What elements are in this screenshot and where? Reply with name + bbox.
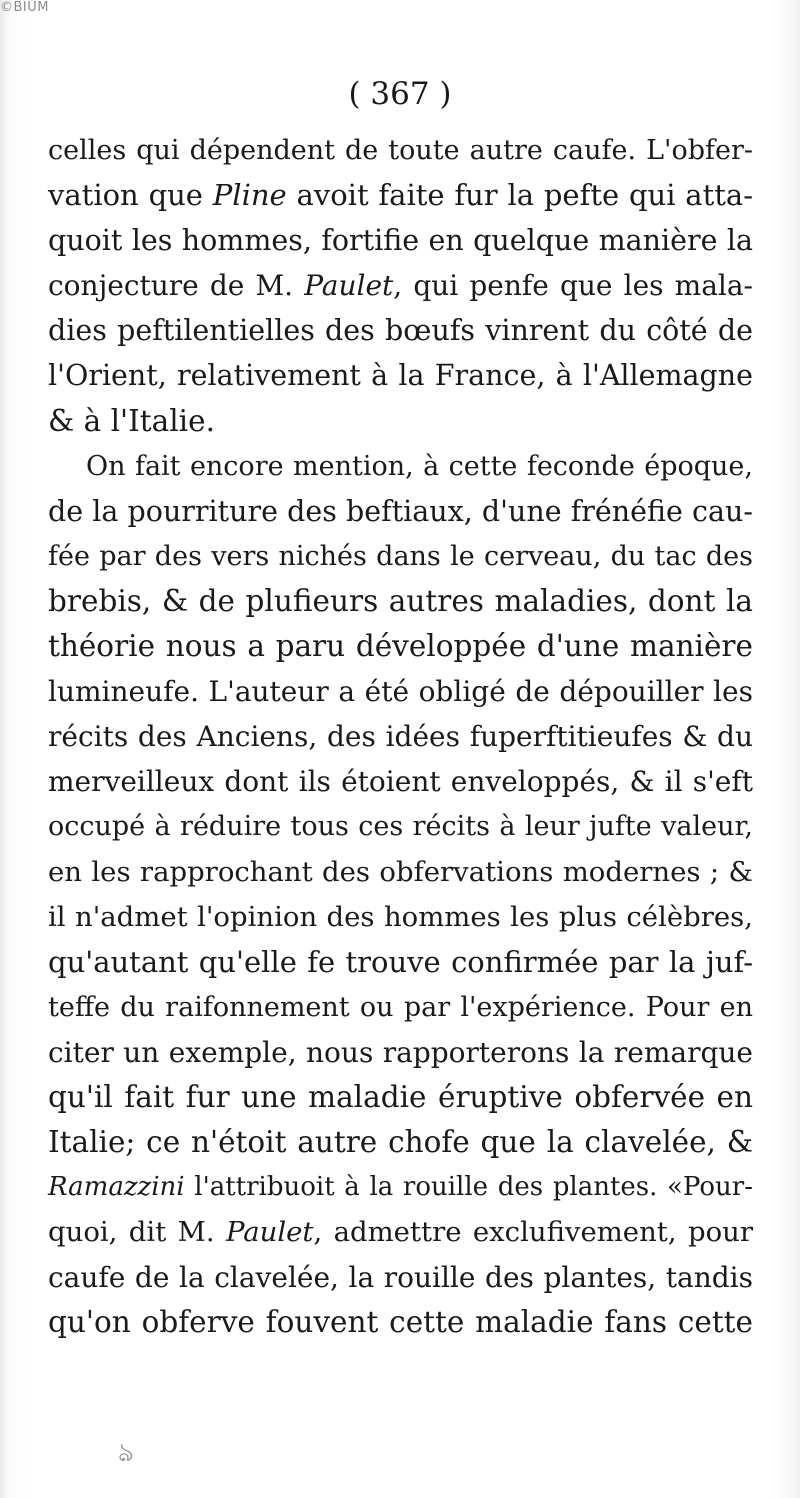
text-line	[48, 399, 753, 444]
text-run: il n'admet l'opinion des hommes les plus célèbres,	[48, 900, 753, 933]
text-line	[48, 489, 753, 534]
text-run: occupé à réduire tous ces récits à leur jufte valeur,	[48, 811, 753, 843]
text-run: , admettre exclufivement, pour	[313, 1216, 753, 1249]
text-run: & à l'Italie.	[48, 403, 215, 438]
text-run: récits des Anciens, des idées fuperftitieufes & du	[48, 720, 753, 754]
text-run: fée par des vers nichés dans le cerveau, du tac des	[48, 540, 753, 572]
text-run: vation que	[48, 178, 213, 213]
text-line	[48, 985, 753, 1030]
text-line	[48, 759, 753, 804]
text-line	[48, 444, 753, 489]
text-line	[48, 1300, 753, 1345]
library-watermark: ©BIUM	[0, 0, 49, 15]
text-run: conjecture de M.	[48, 269, 305, 303]
text-run: teffe du raifonnement ou par l'expérience. Pour en	[48, 991, 753, 1023]
text-run: de la pourriture des beftiaux, d'une frénéfie cau-	[48, 494, 753, 528]
text-run: en les rapprochant des obfervations modernes ; &	[48, 855, 753, 888]
italic-name: Paulet	[225, 1216, 314, 1249]
text-line	[48, 1255, 753, 1300]
text-line	[48, 308, 753, 353]
text-run: celles qui dépendent de toute autre caufe. L'obfer-	[48, 135, 753, 166]
text-line	[48, 895, 753, 940]
text-run: quoit les hommes, fortifie en quelque manière la	[48, 224, 753, 258]
text-line	[48, 1030, 753, 1075]
text-run: qu'autant qu'elle fe trouve confirmée par la juf-	[48, 944, 753, 979]
ink-smudge-mark: ঌ	[118, 1438, 134, 1468]
text-line	[48, 534, 753, 579]
italic-name: Paulet	[304, 269, 394, 303]
text-line	[48, 173, 753, 218]
text-line	[48, 1075, 753, 1120]
body-text	[48, 128, 753, 1346]
text-run: qu'il fait fur une maladie éruptive obfervée en	[48, 1079, 753, 1114]
italic-name: Ramazzini	[48, 1172, 185, 1203]
text-run: théorie nous a paru développée d'une manière	[48, 629, 753, 664]
text-line	[48, 850, 753, 895]
text-line	[48, 624, 753, 669]
text-line	[48, 128, 753, 173]
text-run: On fait encore mention, à cette feconde époque,	[86, 450, 753, 482]
text-run: qu'on obferve fouvent cette maladie fans cette	[48, 1305, 753, 1340]
text-run: avoit faite fur la pefte qui atta-	[286, 178, 753, 213]
text-run: , qui penfe que les mala-	[393, 269, 753, 303]
text-line	[48, 218, 753, 263]
text-run: citer un exemple, nous rapporterons la remarque	[48, 1035, 753, 1069]
text-line	[48, 579, 753, 624]
text-line	[48, 353, 753, 398]
text-run: merveilleux dont ils étoient enveloppés, & il s'eft	[48, 765, 753, 799]
page-number: ( 367 )	[348, 76, 452, 112]
text-line	[48, 1210, 753, 1255]
text-line	[48, 714, 753, 759]
text-line	[48, 263, 753, 308]
text-line	[48, 1120, 753, 1165]
text-run: lumineufe. L'auteur a été obligé de dépouiller les	[48, 675, 753, 709]
text-line	[48, 1165, 753, 1210]
text-line	[48, 669, 753, 714]
text-run: brebis, & de plufieurs autres maladies, dont la	[48, 583, 753, 618]
italic-name: Pline	[212, 178, 287, 213]
text-run: l'attribuoit à la rouille des plantes. «Pour-	[184, 1172, 753, 1203]
text-run: dies peftilentielles des bœufs vinrent du côté de	[48, 314, 753, 348]
text-run: quoi, dit M.	[48, 1216, 226, 1249]
text-run: caufe de la clavelée, la rouille des plantes, tandis	[48, 1261, 753, 1295]
text-run: Italie; ce n'étoit autre chofe que la clavelée, &	[48, 1125, 753, 1160]
text-run: l'Orient, relativement à la France, à l'Allemagne	[48, 359, 753, 393]
text-line	[48, 940, 753, 985]
text-line	[48, 804, 753, 849]
